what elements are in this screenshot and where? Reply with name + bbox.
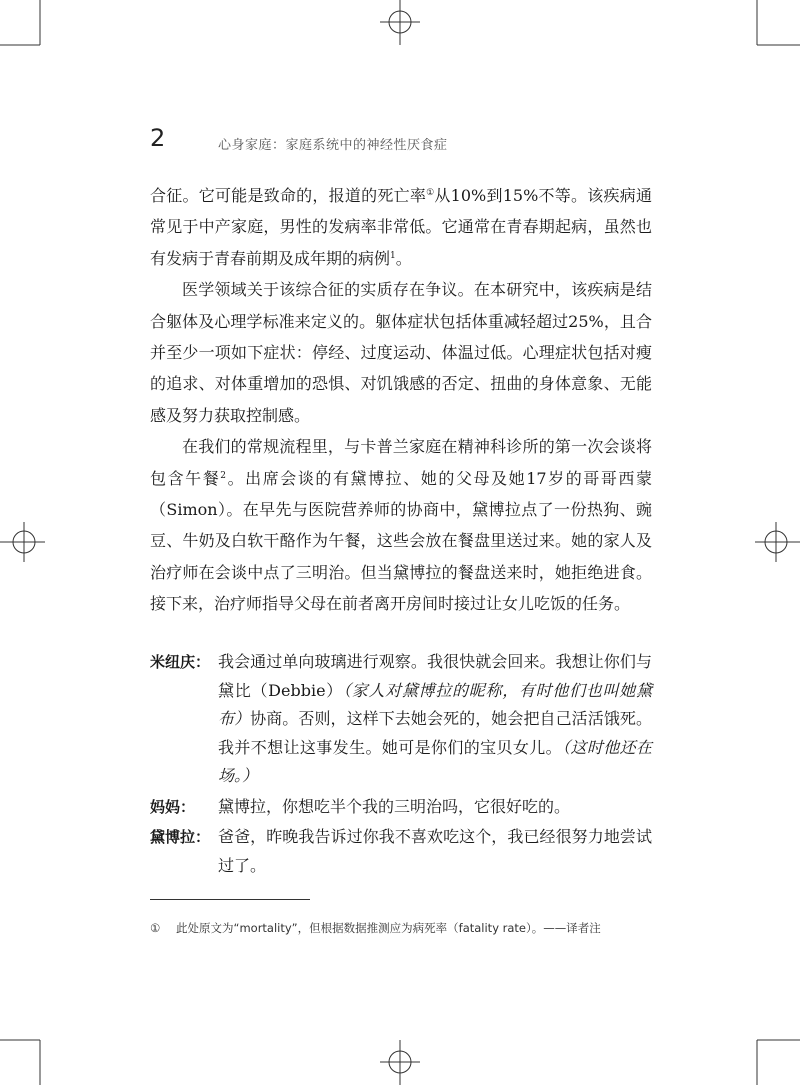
page-number: 2 <box>150 124 166 152</box>
endnote-ref-1[interactable]: 1 <box>390 250 396 261</box>
registration-mark-left <box>0 522 45 562</box>
stage-note: （家人对黛博拉的昵称，有时他们也叫她黛布） <box>218 680 652 728</box>
registration-mark-right <box>755 522 800 562</box>
body-text <box>150 180 652 620</box>
dialogue-transcript <box>150 648 652 882</box>
footnote-text: 此处原文为“mortality”，但根据数据推测应为病死率（fatality rate）。——译者注 <box>176 921 601 935</box>
footnote-divider <box>150 899 310 900</box>
footnote-mark: ① <box>150 921 161 935</box>
speech-text: 黛博拉，你想吃半个我的三明治吗，它很好吃的。 <box>218 796 571 816</box>
speaker-label: 米纽庆： <box>150 653 211 671</box>
footnote-ref-1[interactable]: ① <box>426 188 435 198</box>
dialogue-turn <box>150 823 652 880</box>
dialogue-turn <box>150 648 652 791</box>
footnote <box>150 920 670 936</box>
paragraph-1: 合征。它可能是致命的，报道的死亡率①从10%到15%不等。该疾病通常见于中产家庭，男性的发病率非常低。它通常在青春期起病，虽然也有发病于青春前期及成年期的病例$^1$。 <box>150 186 652 268</box>
endnote-ref-2[interactable]: 2 <box>220 470 227 481</box>
stage-note: （这时他还在场。） <box>218 737 652 785</box>
speaker-label: 黛博拉： <box>150 828 211 846</box>
speech-text: 爸爸，昨晚我告诉过你我不喜欢吃这个，我已经很努力地尝试过了。 <box>218 827 652 875</box>
speaker-label: 妈妈： <box>150 797 196 816</box>
paragraph-3: 在我们的常规流程里，与卡普兰家庭在精神科诊所的第一次会谈将包含午餐$^2$。出席会谈的有黛博拉、她的父母及她17岁的哥哥西蒙（Simon）。在早先与医院营养师的协商中，黛博拉点了一份热狗、豌豆、牛奶及白软干酪作为午餐，这些会放在餐盘里送过来。她的家人及治疗师在会谈中点了三明治。但当黛博拉的餐盘送来时，她拒绝进食。接下来，治疗师指导父母在前者离开房间时接过让女儿吃饭的任务。 <box>150 437 652 614</box>
running-title: 心身家庭：家庭系统中的神经性厌食症 <box>218 138 448 153</box>
paragraph-2: 医学领域关于该综合征的实质存在争议。在本研究中，该疾病是结合躯体及心理学标准来定义的。躯体症状包括体重减轻超过25%，且合并至少一项如下症状：停经、过度运动、体温过低。心理症状包括对瘦的追求、对体重增加的恐惧、对饥饿感的否定、扭曲的身体意象、无能感及努力获取控制感。 <box>150 280 652 425</box>
dialogue-turn <box>150 793 652 822</box>
registration-mark-bottom <box>380 1040 420 1085</box>
speech-text: 我会通过单向玻璃进行观察。我很快就会回来。我想让你们与黛比（Debbie）（家人对黛博拉的昵称，有时他们也叫她黛布）协商。否则，这样下去她会死的，她会把自己活活饿死。我并不想让这事发生。她可是你们的宝贝女儿。（这时他还在场。） <box>218 652 652 785</box>
registration-mark-top <box>380 0 420 45</box>
